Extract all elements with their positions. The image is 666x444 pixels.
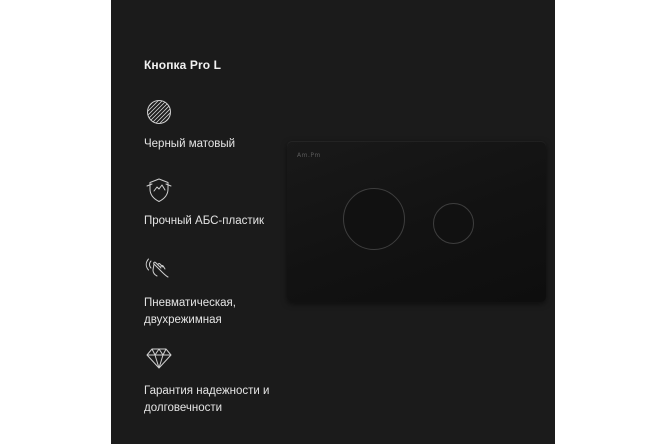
diamond-icon [144,342,174,372]
feature-text-abs [144,213,294,230]
finger-touch-icon [144,254,174,284]
feature-line: двухрежимная [144,314,222,326]
shield-icon [144,175,174,205]
feature-line: Гарантия надежности и [144,385,270,397]
feature-line: Черный матовый [144,138,236,150]
feature-line: Пневматическая, [144,297,236,309]
flush-plate [287,141,546,302]
feature-text-matte [144,136,294,153]
product-card [111,0,555,444]
product-title: Кнопка Pro L [144,58,222,72]
feature-line: долговечности [144,402,223,414]
feature-text-pneumatic [144,295,294,329]
feature-line: Прочный АБС-пластик [144,215,265,227]
half-flush-button[interactable] [433,203,474,244]
full-flush-button[interactable] [343,188,405,250]
matte-texture-icon [144,97,174,127]
brand-logo: Am.Pm [297,152,321,159]
feature-text-reliability [144,383,294,417]
